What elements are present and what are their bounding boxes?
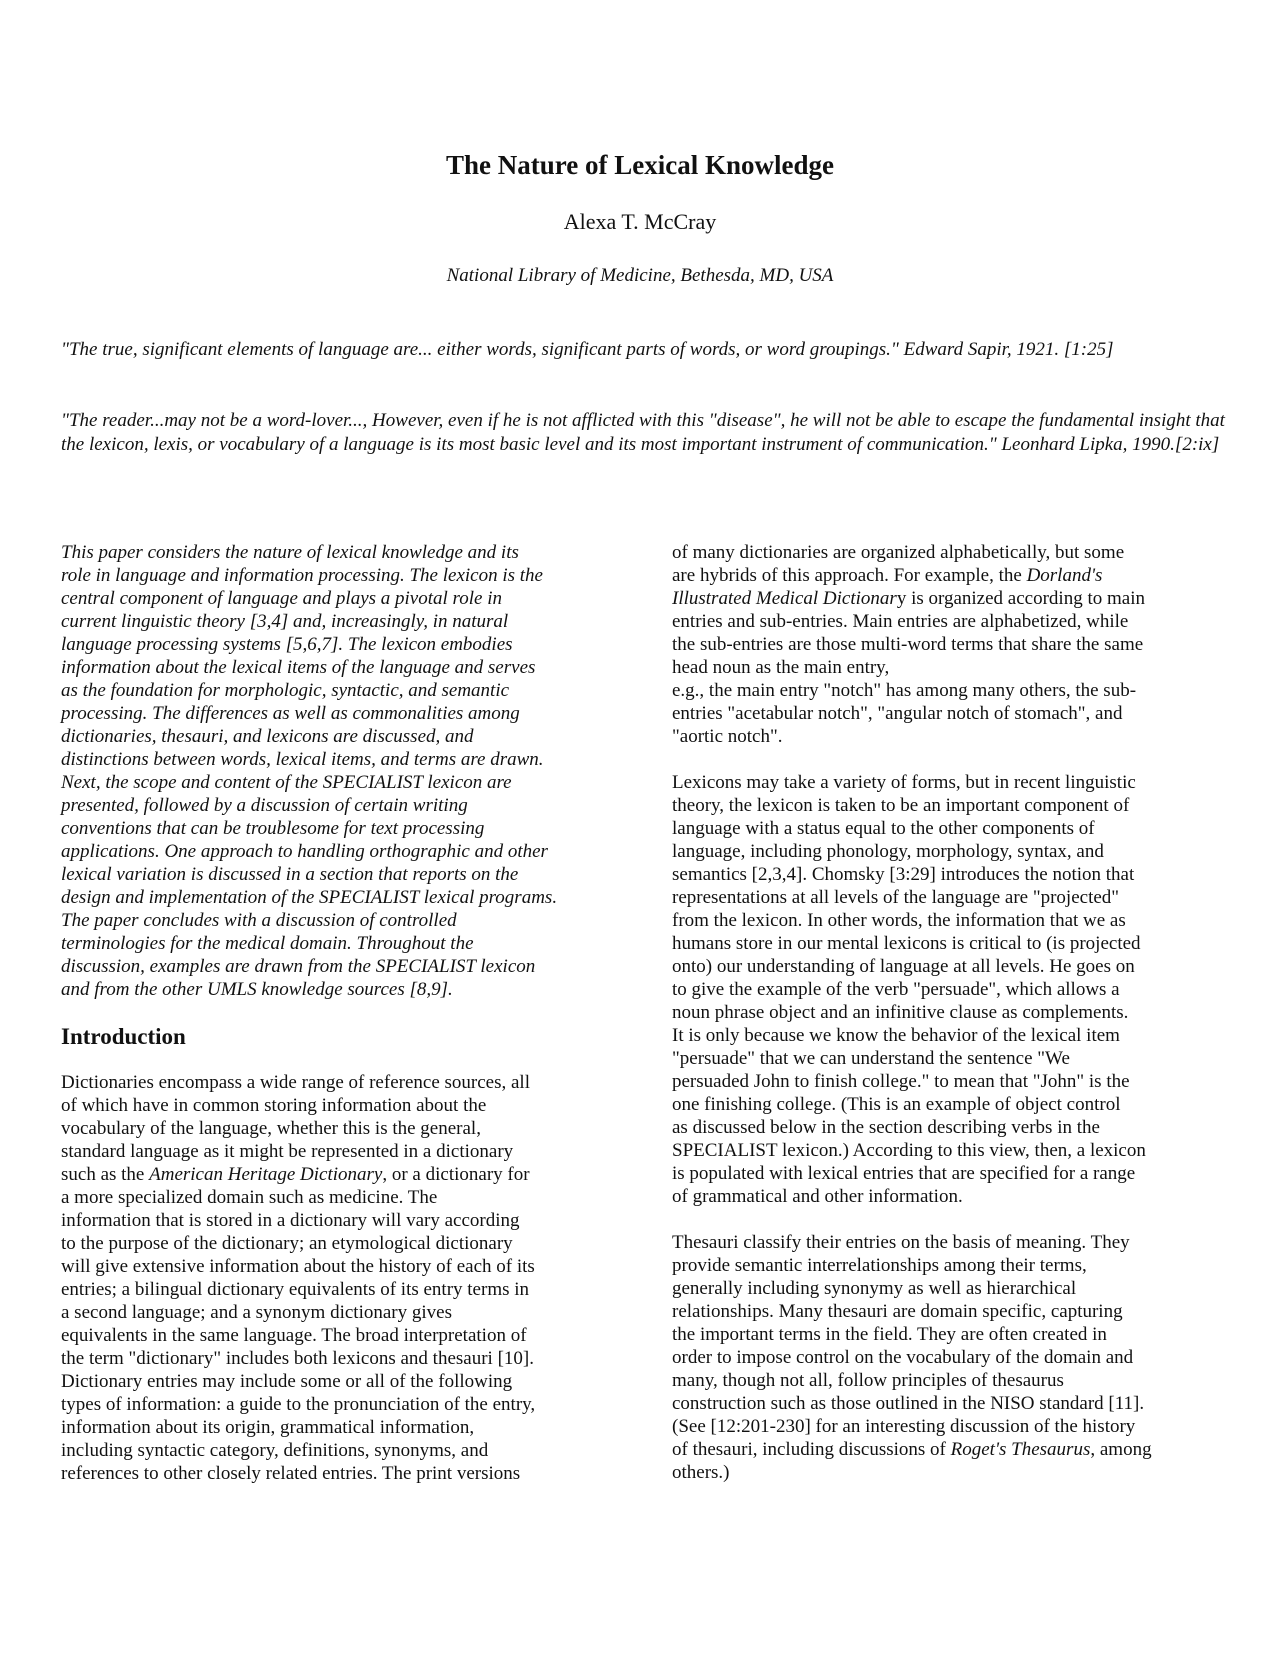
italic-title: Dorland's xyxy=(1026,565,1103,586)
text-line: Dictionary entries may include some or all of the following xyxy=(61,1371,513,1392)
text-line: persuaded John to finish college." to mean that "John" is the xyxy=(672,1071,1130,1092)
text-line: language with a status equal to the other components of xyxy=(672,818,1095,839)
text-line: and from the other UMLS knowledge sources [8,9]. xyxy=(61,979,453,1000)
introduction-text xyxy=(61,1071,621,1485)
text-line: to give the example of the verb "persuade", which allows a xyxy=(672,979,1120,1000)
text-line: humans store in our mental lexicons is critical to (is projected xyxy=(672,933,1141,954)
text-line: SPECIALIST lexicon.) According to this view, then, a lexicon xyxy=(672,1140,1146,1161)
left-column xyxy=(61,541,621,1485)
text-line: of which have in common storing information about the xyxy=(61,1095,487,1116)
text-line: will give extensive information about the history of each of its xyxy=(61,1256,535,1277)
text-line: discussion, examples are drawn from the SPECIALIST lexicon xyxy=(61,956,536,977)
right-column xyxy=(672,541,1232,1484)
epigraph-lipka: "The reader...may not be a word-lover..., However, even if he is not afflicted with this "disease", he will not be able to escape the fundamental insight that the lexicon, lexis, or vocabulary of a language is its most basic level and its most important instrument of communication." Leonhard Lipka, 1990.[2:ix] xyxy=(61,410,1225,455)
text-line: Lexicons may take a variety of forms, but in recent linguistic xyxy=(672,772,1136,793)
text-line: types of information: a guide to the pronunciation of the entry, xyxy=(61,1394,536,1415)
paper-title: The Nature of Lexical Knowledge xyxy=(446,150,834,180)
text-line: design and implementation of the SPECIALIST lexical programs. xyxy=(61,887,558,908)
text-line: information about the lexical items of the language and serves xyxy=(61,657,536,678)
italic-title: Illustrated Medical Dictionar xyxy=(672,588,897,609)
text-line: onto) our understanding of language at all levels. He goes on xyxy=(672,956,1135,977)
text-line: of many dictionaries are organized alphabetically, but some xyxy=(672,542,1125,563)
paragraph xyxy=(672,771,1232,1208)
text-line xyxy=(672,587,1232,610)
italic-title: Roget's Thesaurus xyxy=(950,1439,1091,1460)
text-line: head noun as the main entry, xyxy=(672,657,890,678)
text-line: as the foundation for morphologic, syntactic, and semantic xyxy=(61,680,510,701)
text-line: processing. The differences as well as commonalities among xyxy=(61,703,520,724)
epigraph-sapir: "The true, significant elements of language are... either words, significant parts of words, or word groupings." Edward Sapir, 1921. [1:25] xyxy=(61,339,1114,360)
text-line: This paper considers the nature of lexical knowledge and its xyxy=(61,542,519,563)
text-line: is populated with lexical entries that are specified for a range xyxy=(672,1163,1136,1184)
text-line: a second language; and a synonym dictionary gives xyxy=(61,1302,452,1323)
right-column-text xyxy=(672,541,1232,1484)
text-line: current linguistic theory [3,4] and, increasingly, in natural xyxy=(61,611,509,632)
text-line: noun phrase object and an infinitive clause as complements. xyxy=(672,1002,1129,1023)
text-line: Next, the scope and content of the SPECIALIST lexicon are xyxy=(61,772,512,793)
text-line: entries "acetabular notch", "angular notch of stomach", and xyxy=(672,703,1123,724)
text-line xyxy=(672,564,1232,587)
text-line: language processing systems [5,6,7]. The lexicon embodies xyxy=(61,634,513,655)
text-line: equivalents in the same language. The broad interpretation of xyxy=(61,1325,527,1346)
text-line: order to impose control on the vocabulary of the domain and xyxy=(672,1347,1134,1368)
text-line xyxy=(61,1163,621,1186)
text-line: references to other closely related entries. The print versions xyxy=(61,1463,521,1484)
italic-title: American Heritage Dictionary xyxy=(149,1164,383,1185)
text-line: (See [12:201-230] for an interesting discussion of the history xyxy=(672,1416,1136,1437)
text-line: theory, the lexicon is taken to be an important component of xyxy=(672,795,1130,816)
text-segment: , or a dictionary for xyxy=(382,1164,530,1185)
text-line: Thesauri classify their entries on the basis of meaning. They xyxy=(672,1232,1130,1253)
text-line: vocabulary of the language, whether this is the general, xyxy=(61,1118,481,1139)
text-line: dictionaries, thesauri, and lexicons are discussed, and xyxy=(61,726,474,747)
text-line: lexical variation is discussed in a section that reports on the xyxy=(61,864,519,885)
text-line: provide semantic interrelationships among their terms, xyxy=(672,1255,1087,1276)
text-segment: of thesauri, including discussions of xyxy=(672,1439,951,1460)
text-line: relationships. Many thesauri are domain specific, capturing xyxy=(672,1301,1123,1322)
text-line: information about its origin, grammatical information, xyxy=(61,1417,475,1438)
paragraph xyxy=(672,541,1232,748)
text-line: central component of language and plays a pivotal role in xyxy=(61,588,502,609)
section-heading-introduction: Introduction xyxy=(61,1024,186,1049)
author-name: Alexa T. McCray xyxy=(563,209,717,234)
text-segment: such as the xyxy=(61,1164,150,1185)
text-line: It is only because we know the behavior of the lexical item xyxy=(672,1025,1120,1046)
text-line: from the lexicon. In other words, the information that we as xyxy=(672,910,1126,931)
text-line: as discussed below in the section describing verbs in the xyxy=(672,1117,1100,1138)
text-line: applications. One approach to handling orthographic and other xyxy=(61,841,548,862)
text-line: many, though not all, follow principles of thesaurus xyxy=(672,1370,1064,1391)
text-line: "persuade" that we can understand the sentence "We xyxy=(672,1048,1070,1069)
text-line: terminologies for the medical domain. Throughout the xyxy=(61,933,474,954)
abstract xyxy=(61,541,621,1001)
text-line: generally including synonymy as well as hierarchical xyxy=(672,1278,1077,1299)
text-line: entries; a bilingual dictionary equivalents of its entry terms in xyxy=(61,1279,530,1300)
text-line: "aortic notch". xyxy=(672,726,783,747)
author-affiliation: National Library of Medicine, Bethesda, MD, USA xyxy=(446,265,834,286)
text-line: construction such as those outlined in the NISO standard [11]. xyxy=(672,1393,1145,1414)
paragraph-gap xyxy=(672,748,1232,771)
text-line: including syntactic category, definitions, synonyms, and xyxy=(61,1440,489,1461)
text-line: entries and sub-entries. Main entries are alphabetized, while xyxy=(672,611,1129,632)
text-segment: are hybrids of this approach. For example, the xyxy=(672,565,1027,586)
text-segment: y is organized according to main xyxy=(896,588,1145,609)
text-line: representations at all levels of the language are "projected" xyxy=(672,887,1120,908)
text-line: presented, followed by a discussion of certain writing xyxy=(61,795,468,816)
text-line: the important terms in the field. They are often created in xyxy=(672,1324,1107,1345)
text-line: e.g., the main entry "notch" has among many others, the sub- xyxy=(672,680,1137,701)
text-line: Dictionaries encompass a wide range of reference sources, all xyxy=(61,1072,530,1093)
text-line xyxy=(672,1438,1232,1461)
text-line: the term "dictionary" includes both lexicons and thesauri [10]. xyxy=(61,1348,534,1369)
text-line: a more specialized domain such as medicine. The xyxy=(61,1187,438,1208)
text-line: information that is stored in a dictionary will vary according xyxy=(61,1210,520,1231)
text-line: conventions that can be troublesome for text processing xyxy=(61,818,485,839)
text-segment: , among xyxy=(1090,1439,1152,1460)
text-line: language, including phonology, morphology, syntax, and xyxy=(672,841,1104,862)
text-line: distinctions between words, lexical items, and terms are drawn. xyxy=(61,749,544,770)
text-line: others.) xyxy=(672,1462,730,1483)
text-line: semantics [2,3,4]. Chomsky [3:29] introduces the notion that xyxy=(672,864,1135,885)
text-line: The paper concludes with a discussion of controlled xyxy=(61,910,457,931)
text-line: standard language as it might be represented in a dictionary xyxy=(61,1141,514,1162)
paragraph-gap xyxy=(672,1208,1232,1231)
text-line: to the purpose of the dictionary; an etymological dictionary xyxy=(61,1233,513,1254)
text-line: of grammatical and other information. xyxy=(672,1186,963,1207)
paragraph xyxy=(672,1231,1232,1484)
text-line: the sub-entries are those multi-word terms that share the same xyxy=(672,634,1144,655)
text-line: role in language and information processing. The lexicon is the xyxy=(61,565,543,586)
text-line: one finishing college. (This is an example of object control xyxy=(672,1094,1121,1115)
